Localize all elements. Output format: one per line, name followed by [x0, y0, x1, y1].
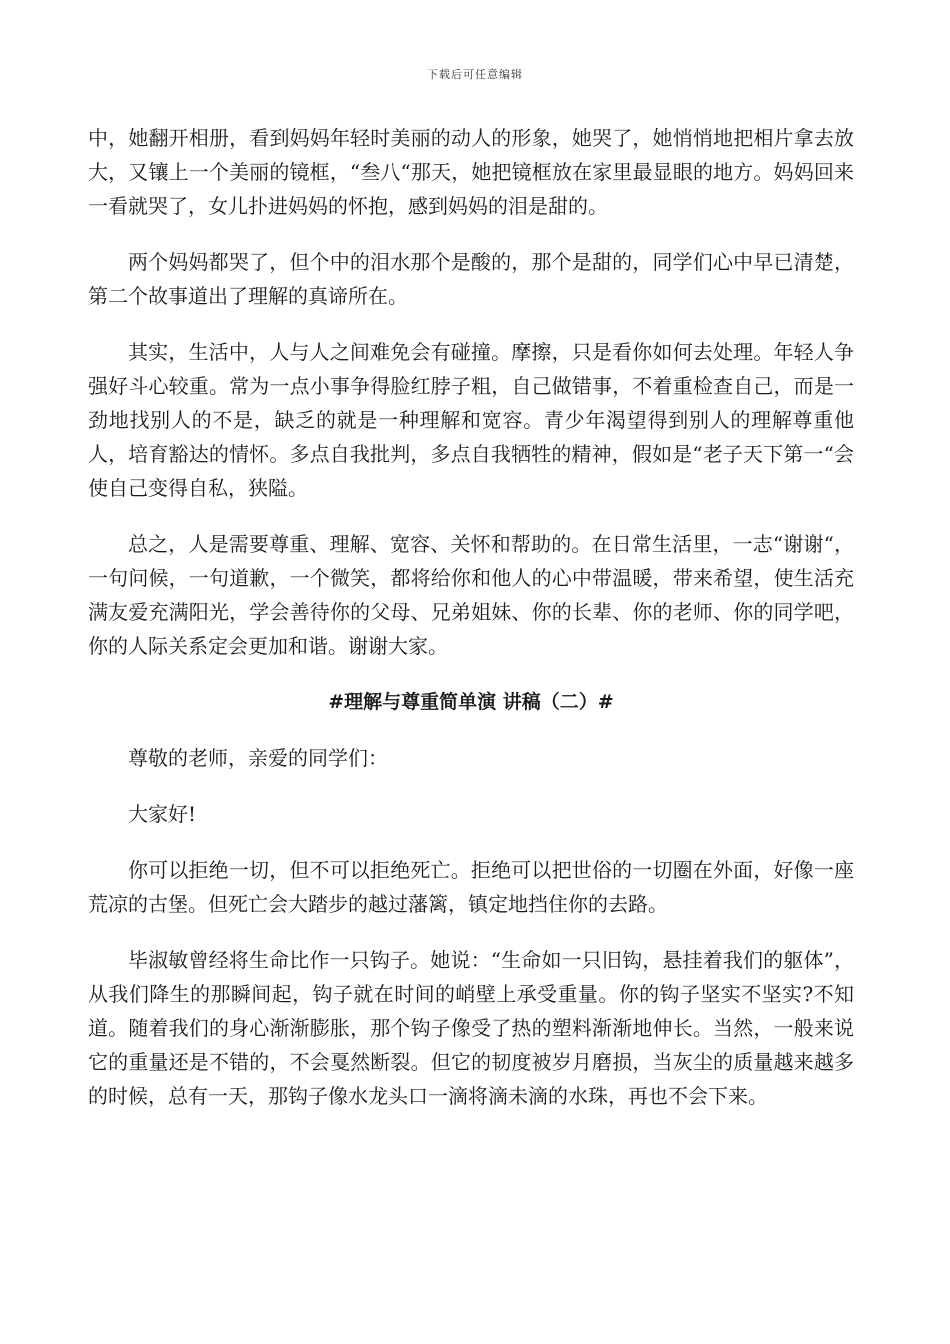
salutation: 尊敬的老师，亲爱的同学们： [128, 746, 388, 770]
page-header-note: 下载后可任意编辑 [427, 68, 523, 81]
paragraph: 其实，生活中，人与人之间难免会有碰撞。摩擦，只是看你如何去处理。年轻人争强好斗心较重。常为一点小事争得脸红脖子粗，自己做错事，不着重检查自己，而是一劲地找别人的不是，缺乏的就是一种理解和宽容。青少年渴望得到别人的理解尊重他人，培育豁达的情怀。多点自我批判，多点自我牺牲的精神，假如是“老子天下第一“会使自己变得自私，狭隘。 [88, 340, 854, 500]
paragraph: 两个妈妈都哭了，但个中的泪水那个是酸的，那个是甜的，同学们心中早已清楚，第二个故事道出了理解的真谛所在。 [88, 250, 854, 308]
paragraph: 毕淑敏曾经将生命比作一只钩子。她说：“生命如一只旧钩，悬挂着我们的躯体”，从我们降生的那瞬间起，钩子就在时间的峭壁上承受重量。你的钩子坚实不坚实?不知道。随着我们的身心渐渐膨胀，那个钩子像受了热的塑料渐渐地伸长。当然，一般来说它的重量还是不错的，不会戛然断裂。但它的韧度被岁月磨损，当灰尘的质量越来越多的时候，总有一天，那钩子像水龙头口一滴将滴未滴的水珠，再也不会下来。 [88, 948, 854, 1108]
paragraph: 你可以拒绝一切，但不可以拒绝死亡。拒绝可以把世俗的一切圈在外面，好像一座荒凉的古堡。但死亡会大踏步的越过藩篱，镇定地挡住你的去路。 [88, 858, 854, 916]
document-body [88, 121, 854, 1135]
paragraph: 总之，人是需要尊重、理解、宽容、关怀和帮助的。在日常生活里，一志“谢谢“，一句问候，一句道歉，一个微笑，都将给你和他人的心中带温暖，带来希望，使生活充满友爱充满阳光，学会善待你的父母、兄弟姐妹、你的长辈、你的老师、你的同学吧，你的人际关系定会更加和谐。谢谢大家。 [88, 532, 854, 658]
section-title: #理解与尊重简单演 讲稿（二）# [328, 691, 614, 713]
paragraph-continued: 中，她翻开相册，看到妈妈年轻时美丽的动人的形象，她哭了，她悄悄地把相片拿去放大，又镶上一个美丽的镜框，“叁八“那天，她把镜框放在家里最显眼的地方。妈妈回来一看就哭了，女儿扑进妈妈的怀抱，感到妈妈的泪是甜的。 [88, 126, 854, 218]
greeting: 大家好! [128, 802, 197, 826]
